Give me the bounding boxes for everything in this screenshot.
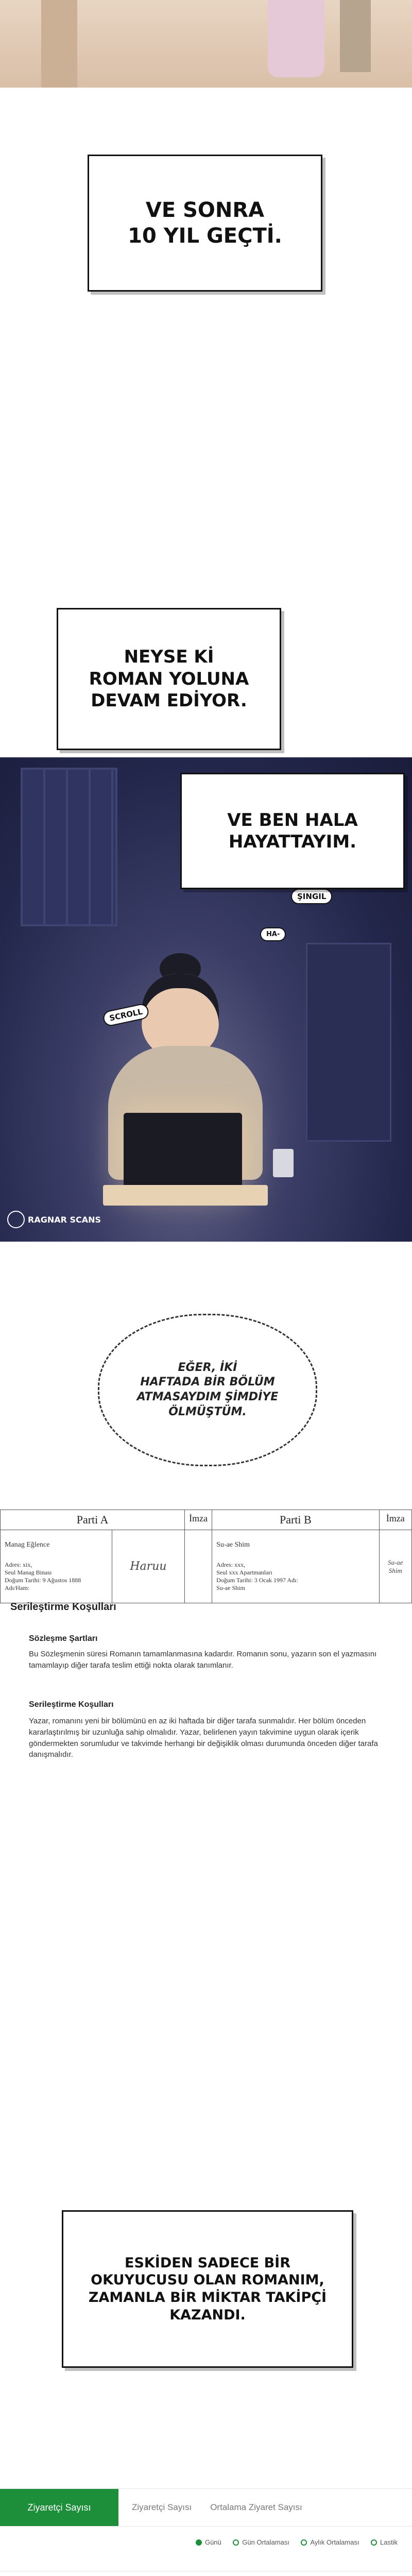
figure-legs <box>340 0 371 72</box>
visitor-line-chart <box>0 2561 412 2576</box>
mug <box>273 1149 294 1177</box>
imza-b-label: İmza <box>379 1510 411 1530</box>
thought-bubble <box>98 1314 317 1466</box>
stats-widget <box>0 2488 412 2576</box>
legend-item[interactable]: Aylık Ortalaması <box>301 2538 359 2546</box>
chart-legend <box>196 2538 407 2548</box>
caption-would-have-died: EĞER, İKİ HAFTADA BİR BÖLÜM ATMASAYDIM ŞİMDİYE ÖLMÜŞTÜM. <box>136 1361 279 1418</box>
contract-table <box>0 1510 412 1603</box>
party-a-signature: Haruu <box>112 1530 184 1603</box>
figure-legs <box>268 0 324 77</box>
caption-gained-followers: ESKİDEN SADECE BİR OKUYUCUSU OLAN ROMANIM, ZAMANLA BİR MİKTAR TAKİPÇİ KAZANDI. <box>62 2210 353 2368</box>
sfx-ha: HA- <box>260 927 286 941</box>
figure-legs <box>41 0 77 88</box>
caption-ten-years-later: VE SONRA 10 YIL GEÇTİ. <box>88 155 322 292</box>
party-b-info <box>212 1530 379 1603</box>
terms-text: Bu Sözleşmenin süresi Romanın tamamlanmasına kadardır. Romanın sonu, yazarın son el yazmasını tamamlayıp diğer tarafa teslim ettiği nokta olarak tanımlanır. <box>29 1650 377 1670</box>
background-window <box>21 768 117 926</box>
tab-visitor-count[interactable]: Ziyaretçi Sayısı <box>132 2502 192 2512</box>
stats-tab-bar <box>0 2489 412 2527</box>
legend-item[interactable]: Gün Ortalaması <box>233 2538 289 2546</box>
radio-icon <box>196 2539 202 2546</box>
radio-icon <box>301 2539 307 2546</box>
sfx-scroll: SCROLL <box>102 1003 150 1027</box>
radio-icon <box>233 2539 239 2546</box>
sfx-shingil: ŞINGIL <box>291 889 332 904</box>
background-cabinet <box>306 943 391 1142</box>
character-head <box>142 974 219 1056</box>
top-scene-sliver <box>0 0 412 88</box>
party-b-title: Parti B <box>212 1510 379 1530</box>
party-b-signature: Su-ae Shim <box>379 1530 411 1603</box>
party-a-info <box>1 1530 112 1603</box>
tab-average-visits[interactable]: Ortalama Ziyaret Sayısı <box>210 2502 302 2512</box>
laptop <box>124 1113 242 1190</box>
party-a-title: Parti A <box>1 1510 185 1530</box>
conditions-heading: Serileştirme Koşulları <box>10 1601 116 1613</box>
legend-item[interactable]: Lastik <box>371 2538 398 2546</box>
laptop-glow <box>103 1185 268 1206</box>
party-b-details: Adres: xxx, Seul xxx Apartmanları Doğum Tarihi: 3 Ocak 1997 Adı: Su-ae Shim <box>216 1561 298 1591</box>
watermark-logo-icon <box>7 1211 25 1228</box>
legend-item[interactable]: Günü <box>196 2538 221 2546</box>
party-a-details: Adres: xix, Seul Manag Binası Doğum Tarihi: 9 Ağustos 1888 Adı/Ham: <box>5 1561 81 1591</box>
watermark-text: RAGNAR SCANS <box>28 1214 101 1225</box>
tab-visitor-count-active[interactable]: Ziyaretçi Sayısı <box>0 2489 118 2526</box>
caption-novel-continues: NEYSE Kİ ROMAN YOLUNA DEVAM EDİYOR. <box>57 608 281 750</box>
conditions-text: Yazar, romanını yeni bir bölümünü en az iki haftada bir diğer tarafa sunmalıdır. Her bölüm önceden kararlaştırılmış bir uzunluğa sahip olmalıdır. Yazar, belirlenen yayın takvimine uygun olarak içerik göndermekten sorumludur ve takvimde herhangi bir değişiklik olması durumunda önceden diğer tarafa danışmalıdır. <box>29 1717 378 1759</box>
terms-title: Sözleşme Şartları <box>29 1634 98 1643</box>
party-a-name: Manag Eğlence <box>5 1541 50 1549</box>
watermark <box>7 1211 101 1228</box>
imza-a-label: İmza <box>185 1510 212 1530</box>
party-b-name: Su-ae Shim <box>216 1541 250 1549</box>
conditions-title: Serileştirme Koşulları <box>29 1700 114 1709</box>
caption-still-alive: VE BEN HALA HAYATTAYIM. <box>180 773 405 889</box>
radio-icon <box>371 2539 377 2546</box>
